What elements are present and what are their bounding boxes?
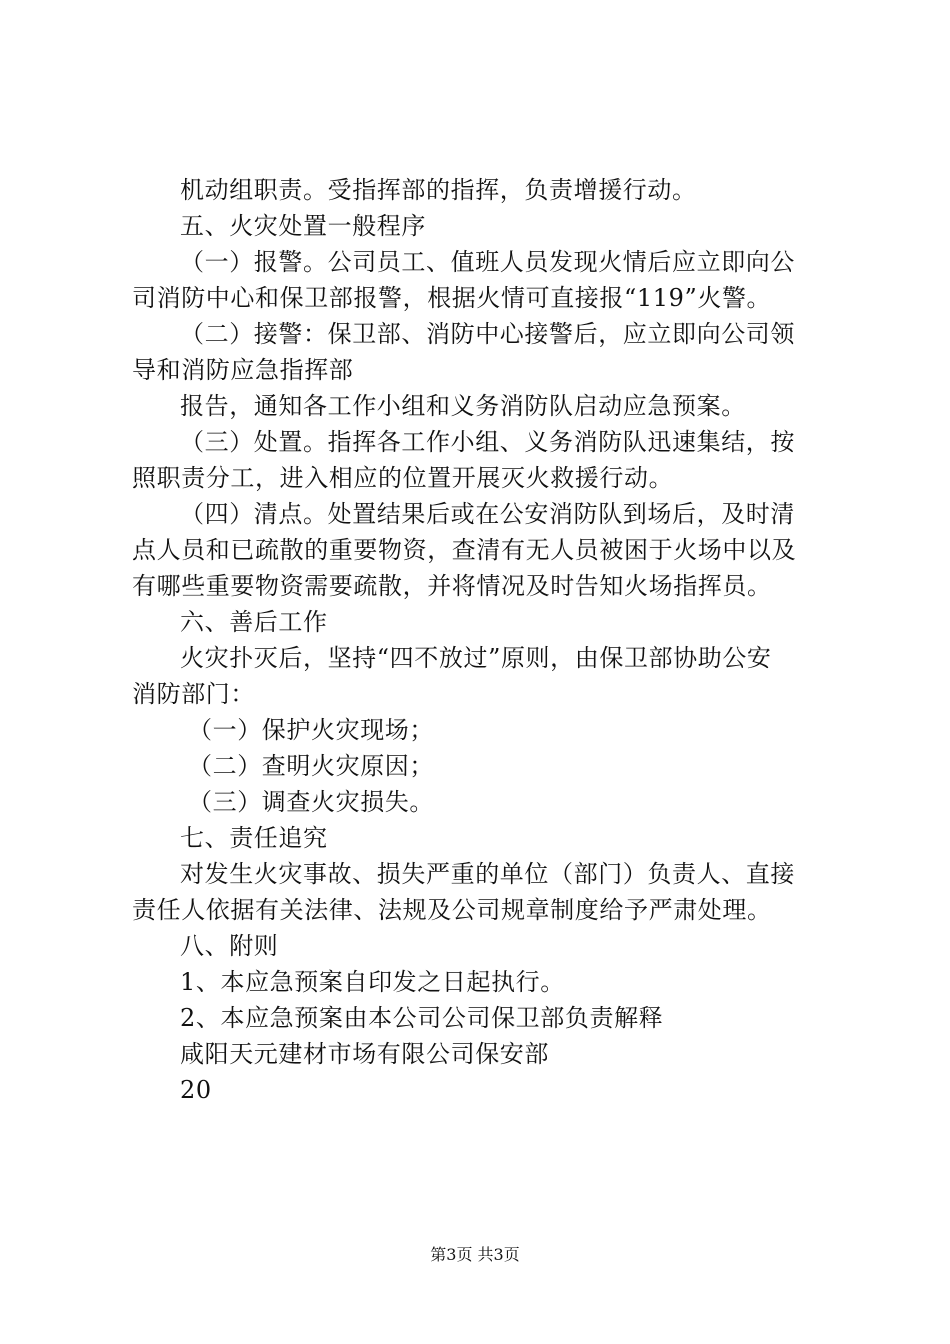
text-line: 对发生火灾事故、损失严重的单位（部门）负责人、直接 <box>180 860 795 888</box>
text-line: 咸阳天元建材市场有限公司保安部 <box>180 1040 549 1068</box>
text-line: 报告，通知各工作小组和义务消防队启动应急预案。 <box>180 392 746 420</box>
text-line: （三）调查火灾损失。 <box>188 788 434 816</box>
text-line: 五、火灾处置一般程序 <box>180 212 426 240</box>
text-line: 七、责任追究 <box>180 824 328 852</box>
text-line: （二）查明火灾原因； <box>188 752 434 780</box>
text-line: 机动组职责。受指挥部的指挥，负责增援行动。 <box>180 176 697 204</box>
text-line: 八、附则 <box>180 932 279 960</box>
text-line: （四）清点。处置结果后或在公安消防队到场后，及时清 <box>180 500 795 528</box>
text-line: 点人员和已疏散的重要物资，查清有无人员被困于火场中以及 <box>132 536 797 564</box>
text-line: 导和消防应急指挥部 <box>132 356 354 384</box>
text-line: 有哪些重要物资需要疏散，并将情况及时告知火场指挥员。 <box>132 572 772 600</box>
document-body <box>132 172 832 1108</box>
text-line: （一）保护火灾现场； <box>188 716 434 744</box>
text-line: 1、本应急预案自印发之日起执行。 <box>180 968 565 996</box>
text-line: 司消防中心和保卫部报警，根据火情可直接报“119”火警。 <box>132 284 772 312</box>
text-line: 20 <box>180 1076 212 1104</box>
text-line: 火灾扑灭后，坚持“四不放过”原则，由保卫部协助公安 <box>180 644 772 672</box>
page-footer: 第3页 共3页 <box>430 1245 520 1264</box>
text-line: 消防部门： <box>132 680 255 708</box>
text-line: （三）处置。指挥各工作小组、义务消防队迅速集结，按 <box>180 428 795 456</box>
text-line: 2、本应急预案由本公司公司保卫部负责解释 <box>180 1004 664 1032</box>
text-line: （一）报警。公司员工、值班人员发现火情后应立即向公 <box>180 248 795 276</box>
text-line: 六、善后工作 <box>180 608 328 636</box>
text-line: （二）接警：保卫部、消防中心接警后，应立即向公司领 <box>180 320 795 348</box>
text-line: 照职责分工，进入相应的位置开展灭火救援行动。 <box>132 464 674 492</box>
text-line: 责任人依据有关法律、法规及公司规章制度给予严肃处理。 <box>132 896 772 924</box>
